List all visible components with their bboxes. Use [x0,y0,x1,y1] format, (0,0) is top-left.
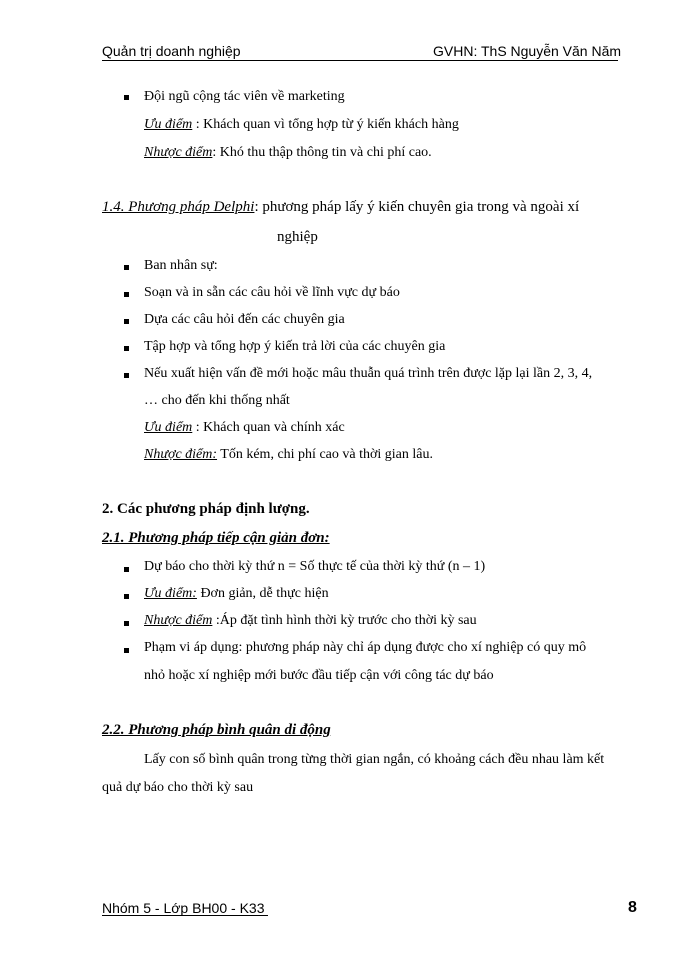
advantage-line [144,420,345,436]
list-item: Dự báo cho thời kỳ thứ n = Số thực tế của thời kỳ thứ (n – 1) [144,559,486,574]
disadvantage-text: :Áp đặt tình hình thời kỳ trước cho thời kỳ sau [212,613,477,628]
list-item: Nếu xuất hiện vấn đề mới hoặc mâu thuẫn quá trình trên được lặp lại lần 2, 3, 4, [144,366,593,381]
disadvantage-line [144,447,433,463]
advantage-label: Ưu điểm: [144,586,197,601]
disadvantage-text: : Khó thu thập thông tin và chi phí cao. [212,145,432,160]
bullet-icon [124,95,129,100]
bullet-icon [124,346,129,351]
footer-divider [102,915,268,916]
section-1-4-label: 1.4. Phương pháp Delphi [102,199,255,215]
list-item: Tập hợp và tổng hợp ý kiến trả lời của các chuyên gia [144,339,446,354]
advantage-label: Ưu điểm [144,117,193,132]
disadvantage-line [144,613,477,629]
list-item: Đội ngũ cộng tác viên về marketing [144,89,345,104]
list-item: Phạm vi áp dụng: phương pháp này chỉ áp dụng được cho xí nghiệp có quy mô [144,640,587,655]
disadvantage-label: Nhược điểm [144,145,213,160]
disadvantage-text: Tốn kém, chi phí cao và thời gian lâu. [217,447,433,462]
bullet-icon [124,621,129,626]
paragraph-line: quả dự báo cho thời kỳ sau [102,780,254,795]
advantage-text: : Khách quan vì tổng hợp từ ý kiến khách hàng [192,117,459,132]
disadvantage-label: Nhược điểm: [144,447,218,462]
section-2-1-title: 2.1. Phương pháp tiếp cận giản đơn: [102,530,330,546]
list-item-continuation: … cho đến khi thống nhất [144,393,290,408]
list-item: Ban nhân sự: [144,258,218,273]
advantage-label: Ưu điểm [144,420,193,435]
disadvantage-label: Nhược điểm [144,613,213,628]
header-right: GVHN: ThS Nguyễn Văn Năm [433,43,622,59]
paragraph-line: Lấy con số bình quân trong từng thời gian ngắn, có khoảng cách đều nhau làm kết [144,752,605,767]
bullet-icon [124,319,129,324]
header-left: Quản trị doanh nghiệp [102,43,241,59]
bullet-icon [124,648,129,653]
list-item-continuation: nhỏ hoặc xí nghiệp mới bước đầu tiếp cận với công tác dự báo [144,668,494,683]
section-2-title: 2. Các phương pháp định lượng. [102,501,310,517]
disadvantage-line [144,145,432,161]
bullet-icon [124,567,129,572]
advantage-line [144,586,329,602]
section-1-4-title-cont: nghiệp [277,229,318,245]
section-2-2-title: 2.2. Phương pháp bình quân di động [102,722,331,738]
bullet-icon [124,265,129,270]
header-divider [102,60,618,61]
footer-left: Nhóm 5 - Lớp BH00 - K33 [102,900,265,916]
section-1-4-title [102,199,579,216]
section-1-4-title-text: : phương pháp lấy ý kiến chuyên gia trong và ngoài xí [254,199,580,215]
list-item: Soạn và in sẵn các câu hỏi về lĩnh vực dự báo [144,285,400,300]
advantage-text: : Khách quan và chính xác [192,420,345,435]
bullet-icon [124,292,129,297]
bullet-icon [124,373,129,378]
bullet-icon [124,594,129,599]
advantage-line [144,117,459,133]
advantage-text: Đơn giản, dễ thực hiện [196,586,329,601]
list-item: Dựa các câu hỏi đến các chuyên gia [144,312,345,327]
page-number: 8 [628,899,637,916]
